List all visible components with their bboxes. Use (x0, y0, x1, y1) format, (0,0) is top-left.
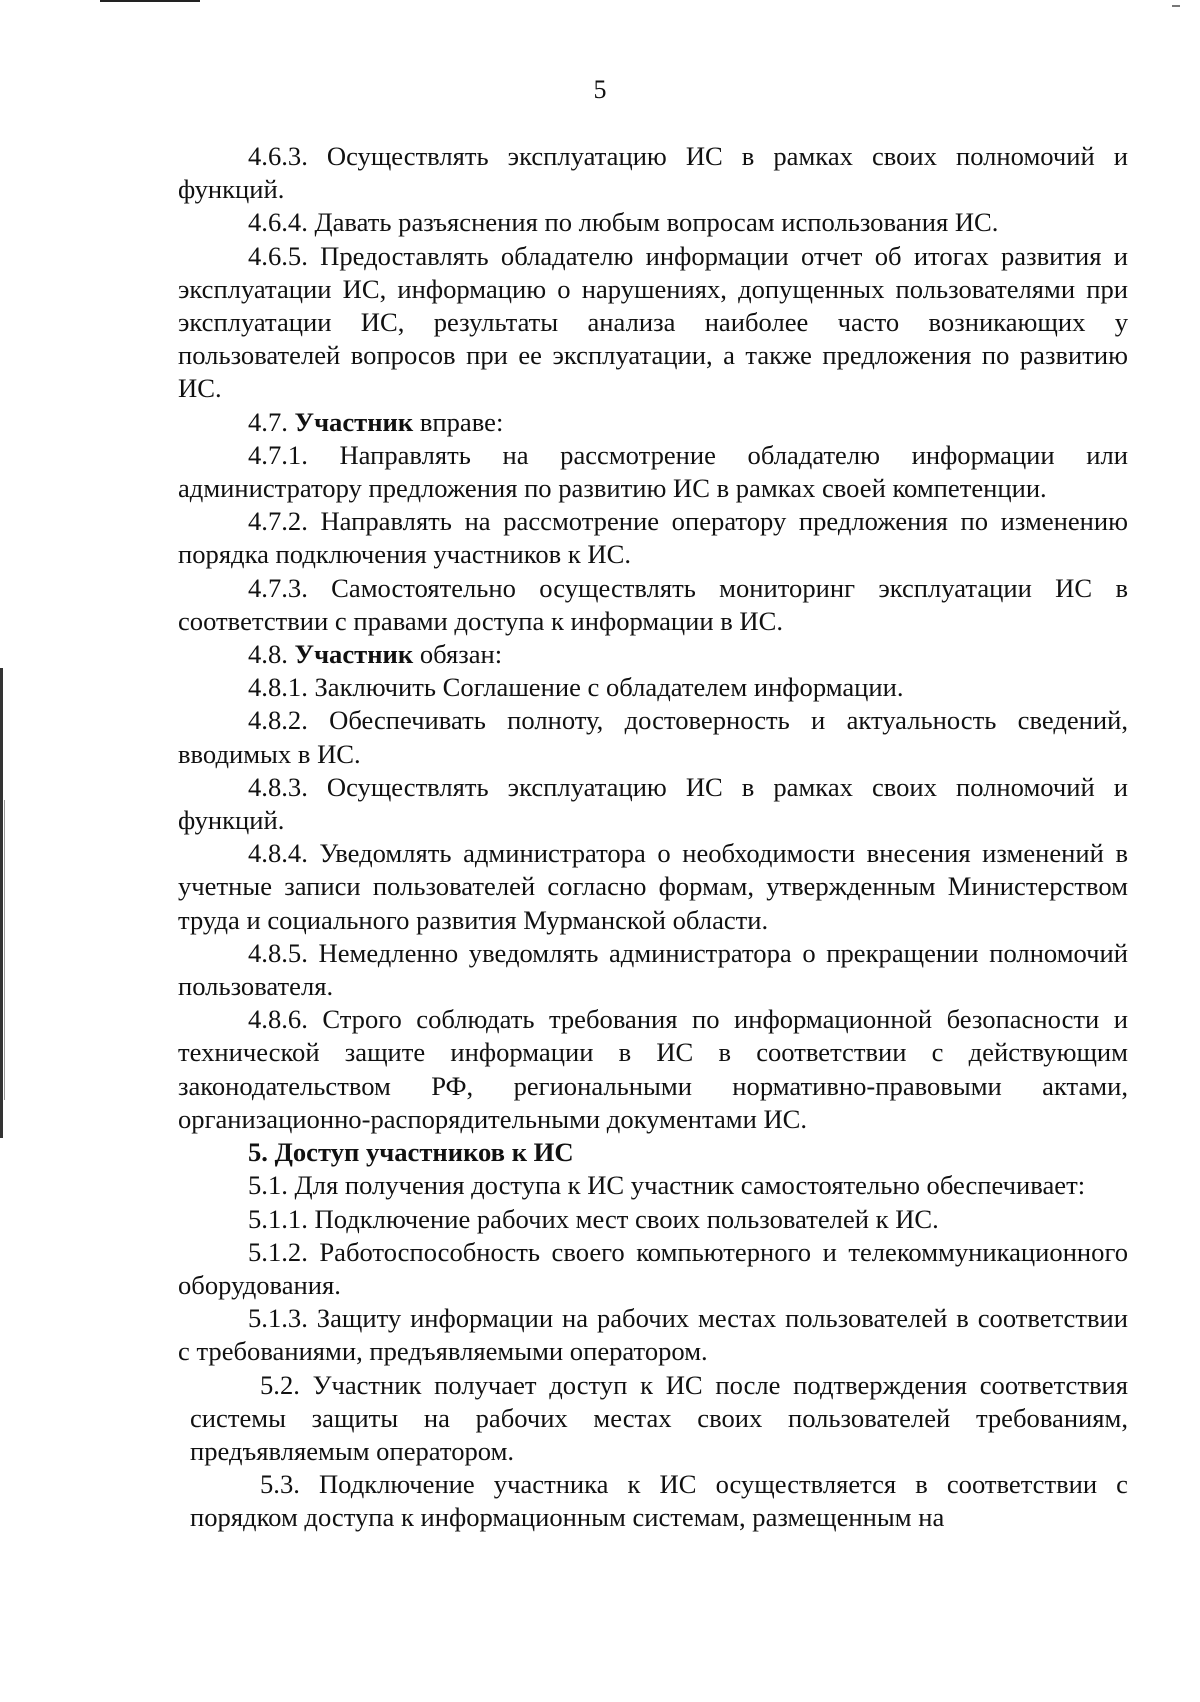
page-number: 5 (593, 75, 607, 104)
clause-4-8-text: обязан: (413, 639, 503, 670)
scan-artifact-left-edge (0, 668, 3, 1138)
clause-5-2: 5.2. Участник получает доступ к ИС после подтверждения соответствия системы защиты на рабочих местах своих пользователей требованиям, предъявляемым оператором. (190, 1369, 1128, 1466)
clause-5-1-1: 5.1.1. Подключение рабочих мест своих пользователей к ИС. (248, 1203, 939, 1234)
clause-4-8-number: 4.8. (248, 639, 295, 670)
clause-4-8-1: 4.8.1. Заключить Соглашение с обладателем информации. (248, 672, 904, 703)
document-body (178, 140, 1128, 1535)
clause-4-8-3: 4.8.3. Осуществлять эксплуатацию ИС в рамках своих полномочий и функций. (178, 771, 1128, 836)
clause-4-7-3: 4.7.3. Самостоятельно осуществлять мониторинг эксплуатации ИС в соответствии с правами доступа к информации в ИС. (178, 572, 1128, 636)
clause-5-3: 5.3. Подключение участника к ИС осуществляется в соответствии с порядком доступа к информационным системам, размещенным на (190, 1469, 1128, 1533)
clause-4-6-4: 4.6.4. Давать разъяснения по любым вопросам использования ИС. (248, 207, 999, 238)
clause-4-7-subject: Участник (294, 406, 414, 437)
clause-4-6-3: 4.6.3. Осуществлять эксплуатацию ИС в рамках своих полномочий и функций. (178, 141, 1128, 205)
clause-5-1-3: 5.1.3. Защиту информации на рабочих местах пользователей в соответствии с требованиями, предъявляемыми оператором. (178, 1303, 1128, 1367)
section-5-heading: 5. Доступ участников к ИС (248, 1137, 574, 1168)
clause-5-1-2: 5.1.2. Работоспособность своего компьютерного и телекоммуникационного оборудования. (178, 1236, 1128, 1300)
clause-4-8 (178, 638, 1128, 671)
clause-4-8-2: 4.8.2. Обеспечивать полноту, достоверность и актуальность сведений, вводимых в ИС. (178, 705, 1128, 769)
scan-artifact-top-right (1172, 5, 1180, 7)
clause-4-7-number: 4.7. (248, 406, 295, 437)
clause-4-7-1: 4.7.1. Направлять на рассмотрение обладателю информации или администратору предложения по развитию ИС в рамках своей компетенции. (178, 439, 1128, 504)
clause-4-7-text: вправе: (413, 406, 504, 437)
clause-4-7 (178, 406, 1128, 439)
clause-4-8-6: 4.8.6. Строго соблюдать требования по информационной безопасности и технической защите информации в ИС в соответствии с действующим законодательством РФ, региональными нормативно-правовыми актами, организационно-распорядительными документами ИС. (178, 1004, 1128, 1134)
scan-artifact-left-edge-thin (4, 800, 5, 1100)
clause-4-8-5: 4.8.5. Немедленно уведомлять администратора о прекращении полномочий пользователя. (178, 937, 1128, 1002)
clause-4-7-2: 4.7.2. Направлять на рассмотрение оператору предложения по изменению порядка подключения участников к ИС. (178, 506, 1128, 570)
scan-artifact-top-line (100, 0, 200, 2)
clause-5-1: 5.1. Для получения доступа к ИС участник самостоятельно обеспечивает: (248, 1170, 1086, 1201)
clause-4-6-5: 4.6.5. Предоставлять обладателю информации отчет об итогах развития и эксплуатации ИС, информацию о нарушениях, допущенных пользователями при эксплуатации ИС, результаты анализа наиболее часто возникающих у пользователей вопросов при ее эксплуатации, а также предложения по развитию ИС. (178, 240, 1128, 404)
clause-4-8-subject: Участник (294, 639, 414, 670)
clause-4-8-4: 4.8.4. Уведомлять администратора о необходимости внесения изменений в учетные записи пользователей согласно формам, утвержденным Министерством труда и социального развития Мурманской области. (178, 838, 1128, 935)
